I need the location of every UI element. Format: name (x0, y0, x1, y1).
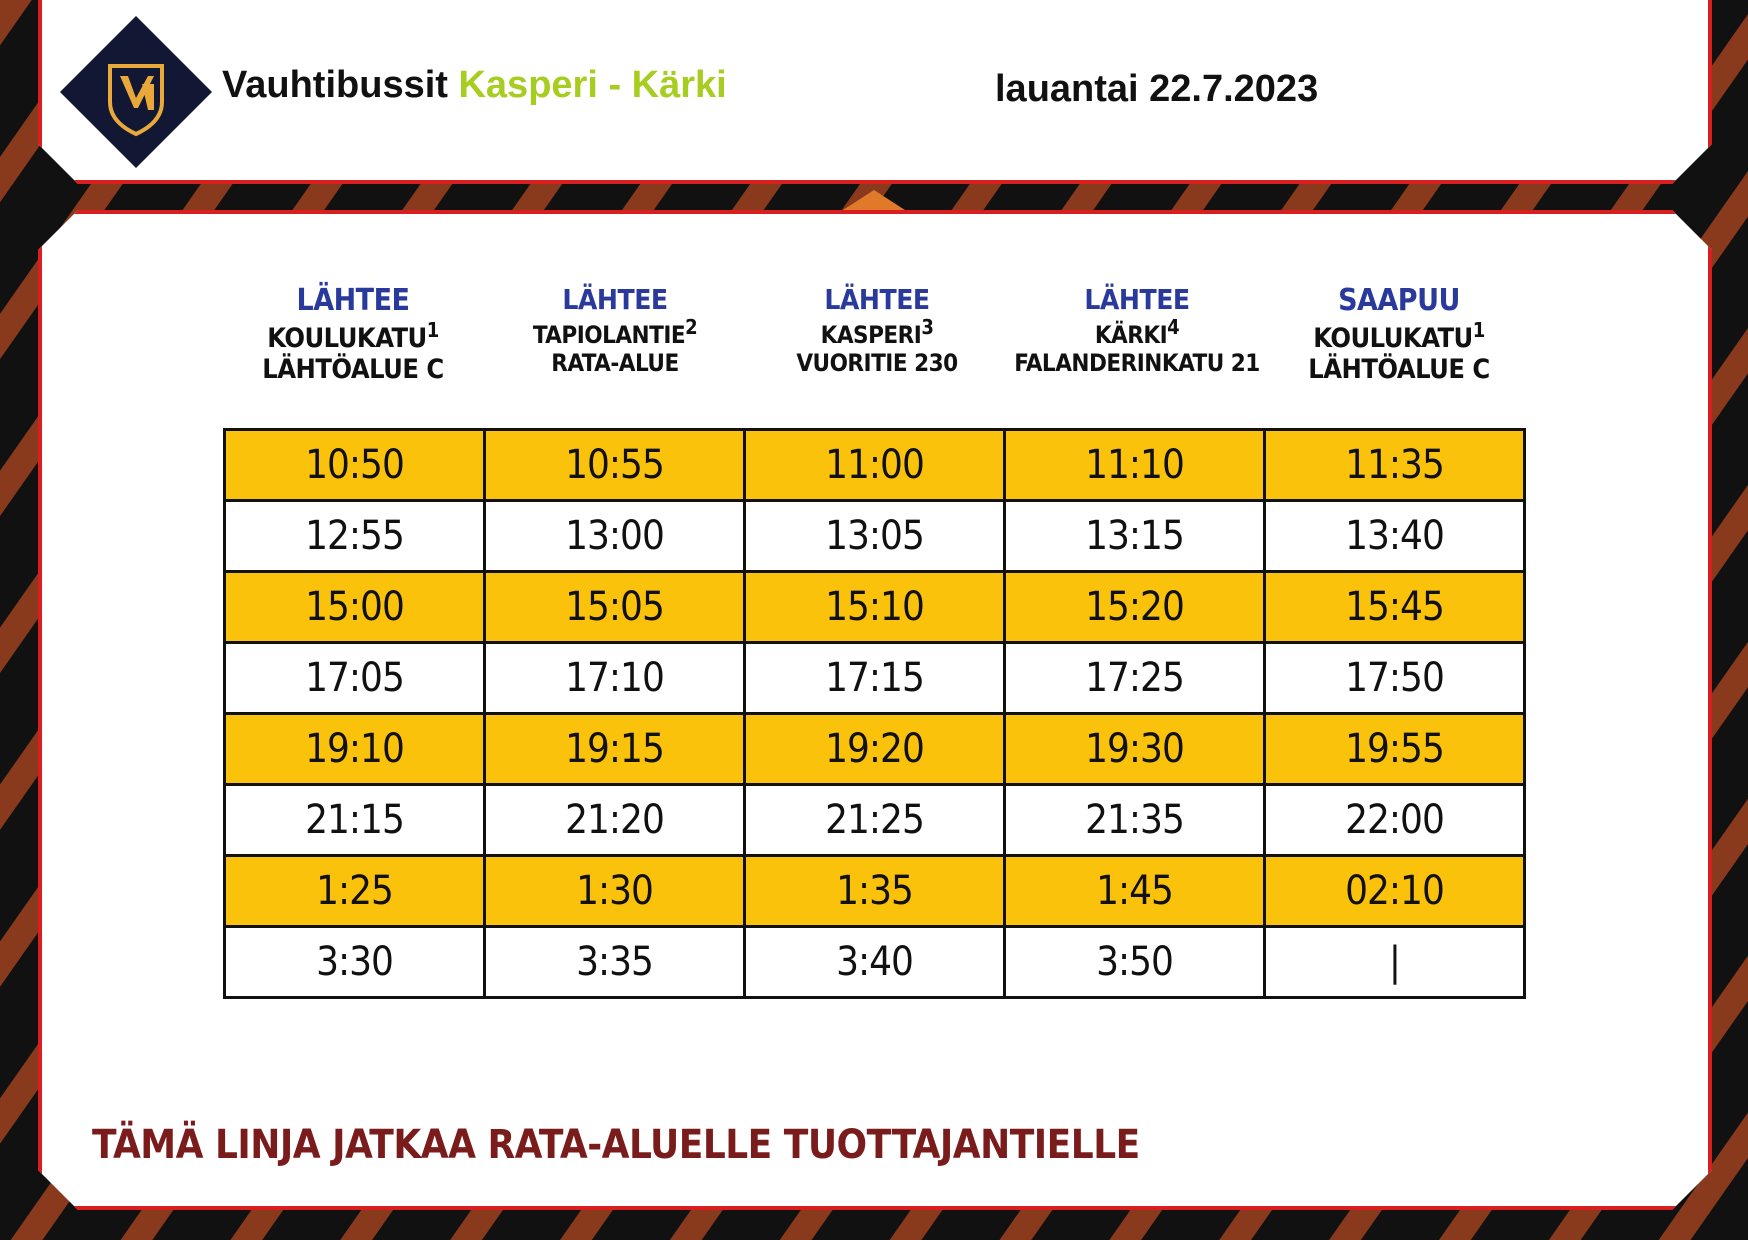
column-kind: LÄHTEE (1084, 283, 1190, 316)
time-cell: 15:20 (1005, 572, 1265, 643)
time-cell: 3:30 (225, 927, 485, 998)
time-cell: 11:10 (1005, 430, 1265, 501)
column-kind: LÄHTEE (296, 283, 410, 318)
time-cell: 17:15 (745, 643, 1005, 714)
time-cell: 17:25 (1005, 643, 1265, 714)
time-cell: 19:30 (1005, 714, 1265, 785)
table-row (225, 856, 1525, 927)
time-cell: 11:35 (1265, 430, 1525, 501)
time-cell: 15:00 (225, 572, 485, 643)
time-cell: 1:30 (485, 856, 745, 927)
schedule-date: lauantai 22.7.2023 (995, 68, 1319, 110)
route-name: Kasperi - Kärki (458, 64, 727, 106)
column-stop: TAPIOLANTIE (532, 321, 686, 350)
column-footnote: 1 (1472, 317, 1485, 342)
time-cell: 22:00 (1265, 785, 1525, 856)
time-cell: 15:05 (485, 572, 745, 643)
table-row (225, 927, 1525, 998)
time-cell: 13:40 (1265, 501, 1525, 572)
table-row (225, 572, 1525, 643)
column-detail: LÄHTÖALUE C (262, 353, 444, 385)
table-row (225, 643, 1525, 714)
column-header-koulukatu-arrive (1268, 284, 1530, 385)
column-footnote: 3 (921, 315, 934, 340)
route-continuation-note: TÄMÄ LINJA JATKAA RATA-ALUELLE TUOTTAJANTIELLE (92, 1122, 1140, 1168)
table-row (225, 714, 1525, 785)
time-cell: 1:25 (225, 856, 485, 927)
time-cell: 19:20 (745, 714, 1005, 785)
time-cell: 19:15 (485, 714, 745, 785)
column-kind: LÄHTEE (562, 283, 668, 316)
column-detail: FALANDERINKATU 21 (1014, 348, 1260, 377)
column-header-karki (1006, 284, 1268, 377)
time-cell: 3:40 (745, 927, 1005, 998)
time-cell: 21:35 (1005, 785, 1265, 856)
time-cell: 3:35 (485, 927, 745, 998)
column-stop: KÄRKI (1094, 321, 1168, 350)
time-cell: 19:55 (1265, 714, 1525, 785)
column-footnote: 2 (685, 315, 698, 340)
time-cell: 17:10 (485, 643, 745, 714)
time-cell: 21:15 (225, 785, 485, 856)
time-cell: 1:45 (1005, 856, 1265, 927)
kack-rock-logo-icon (58, 14, 214, 170)
time-cell: 12:55 (225, 501, 485, 572)
table-row (225, 430, 1525, 501)
column-kind: SAAPUU (1338, 283, 1460, 318)
time-cell: 10:55 (485, 430, 745, 501)
table-row (225, 785, 1525, 856)
time-cell: 13:05 (745, 501, 1005, 572)
column-kind: LÄHTEE (824, 283, 930, 316)
column-header-tapiolantie (484, 284, 746, 377)
time-cell: 3:50 (1005, 927, 1265, 998)
time-cell: | (1265, 927, 1525, 998)
column-detail: RATA-ALUE (551, 348, 679, 377)
time-cell: 10:50 (225, 430, 485, 501)
brand-name: Vauhtibussit (222, 64, 448, 106)
column-stop: KASPERI (820, 321, 922, 350)
column-detail: LÄHTÖALUE C (1308, 353, 1490, 385)
time-cell: 17:05 (225, 643, 485, 714)
time-cell: 1:35 (745, 856, 1005, 927)
time-cell: 21:20 (485, 785, 745, 856)
time-cell: 15:10 (745, 572, 1005, 643)
table-row (225, 501, 1525, 572)
time-cell: 21:25 (745, 785, 1005, 856)
column-stop: KOULUKATU (267, 322, 427, 354)
column-footnote: 4 (1167, 315, 1180, 340)
column-header-koulukatu-depart (222, 284, 484, 385)
time-cell: 15:45 (1265, 572, 1525, 643)
time-cell: 11:00 (745, 430, 1005, 501)
time-cell: 19:10 (225, 714, 485, 785)
time-cell: 13:00 (485, 501, 745, 572)
column-header-kasperi (746, 284, 1008, 377)
time-cell: 17:50 (1265, 643, 1525, 714)
schedule-table (223, 428, 1526, 999)
time-cell: 13:15 (1005, 501, 1265, 572)
page-title (222, 64, 727, 107)
time-cell: 02:10 (1265, 856, 1525, 927)
column-footnote: 1 (426, 317, 439, 342)
column-stop: KOULUKATU (1313, 322, 1473, 354)
column-detail: VUORITIE 230 (796, 348, 958, 377)
